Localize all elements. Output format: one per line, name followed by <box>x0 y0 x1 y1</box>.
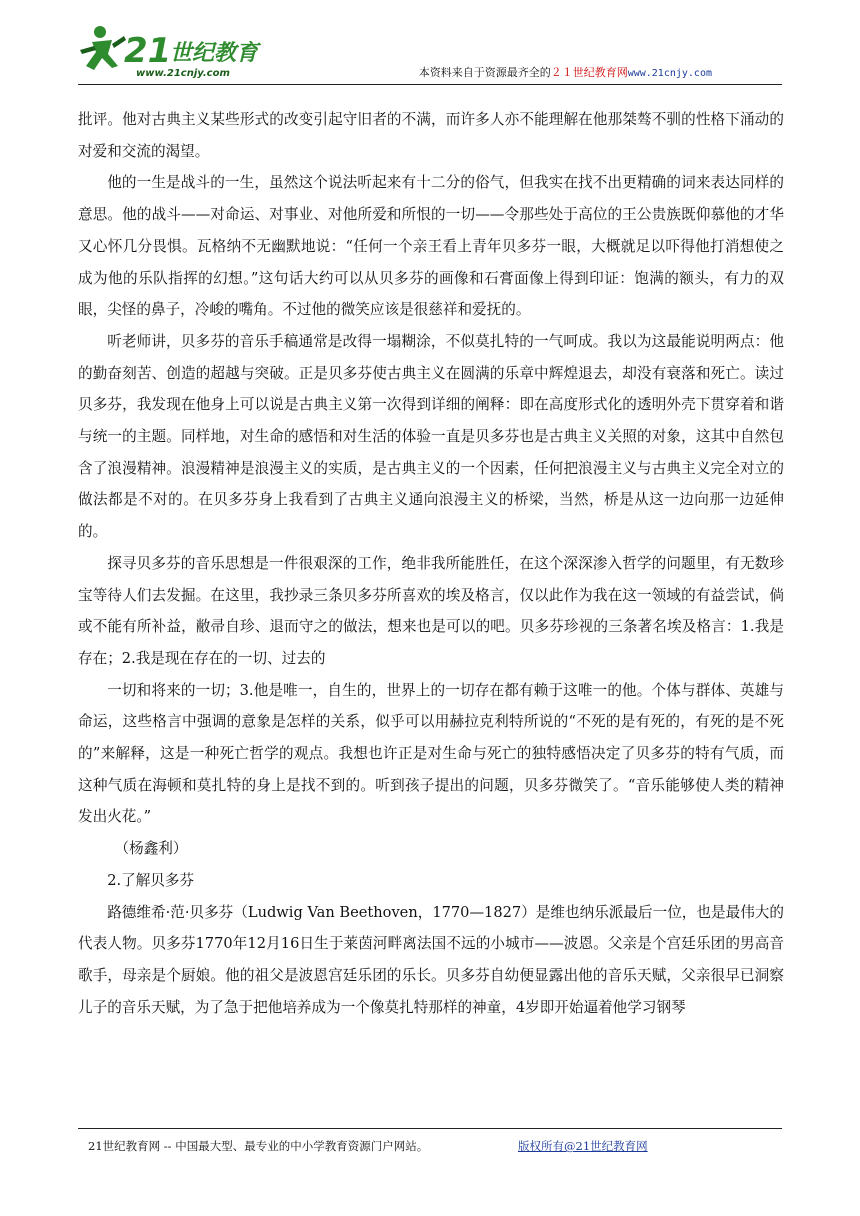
header-site-name[interactable]: ２１世纪教育网 <box>550 66 628 79</box>
page-header <box>78 20 782 88</box>
header-note <box>419 66 712 81</box>
copyright-link[interactable]: 版权所有@21世纪教育网 <box>518 1139 648 1153</box>
paragraph-6: 路德维希·范·贝多芬（Ludwig Van Beethoven，1770—1827）是维也纳乐派最后一位，也是最伟大的代表人物。贝多芬1770年12月16日生于莱茵河畔离法国不远的小城市——波恩。父亲是个宫廷乐团的男高音歌手，母亲是个厨娘。他的祖父是波恩宫廷乐团的乐长。贝多芬自幼便显露出他的音乐天赋，父亲很早已洞察儿子的音乐天赋，为了急于把他培养成为一个像莫扎特那样的神童，4岁即开始逼着他学习钢琴 <box>78 903 784 1016</box>
page-footer <box>78 1128 782 1153</box>
section-heading: 2.了解贝多芬 <box>107 871 195 889</box>
document-body <box>78 104 784 1023</box>
paragraph-5: 一切和将来的一切；3.他是唯一，自生的，世界上的一切存在都有赖于这唯一的他。个体与群体、英雄与命运，这些格言中强调的意象是怎样的关系，似乎可以用赫拉克利特所说的“不死的是有死的，有死的是不死的”来解释，这是一种死亡哲学的观点。我想也许正是对生命与死亡的独特感悟决定了贝多芬的特有气质，而这种气质在海顿和莫扎特的身上是找不到的。听到孩子提出的问题，贝多芬微笑了。“音乐能够使人类的精神发出火花。” <box>78 681 784 826</box>
svg-text:21: 21 <box>124 31 172 71</box>
logo-title: 世纪教育 <box>170 41 259 66</box>
paragraph-1: 批评。他对古典主义某些形式的改变引起守旧者的不满，而许多人亦不能理解在他那桀骜不驯的性格下涌动的对爱和交流的渴望。 <box>78 111 784 160</box>
paragraph-4: 探寻贝多芬的音乐思想是一件很艰深的工作，绝非我所能胜任，在这个深深渗入哲学的问题里，有无数珍宝等待人们去发掘。在这里，我抄录三条贝多芬所喜欢的埃及格言，仅以此作为我在这一领域的有益尝试，倘或不能有所补益，敝帚自珍、退而守之的做法，想来也是可以的吧。贝多芬珍视的三条著名埃及格言：1.我是存在；2.我是现在存在的一切、过去的 <box>78 554 784 667</box>
header-divider <box>78 84 782 85</box>
header-note-prefix: 本资料来自于资源最齐全的 <box>418 66 551 79</box>
footer-description: 21世纪教育网 -- 中国最大型、最专业的中小学教育资源门户网站。 <box>88 1139 429 1153</box>
logo-url: www.21cnjy.com <box>136 68 230 79</box>
paragraph-2: 他的一生是战斗的一生，虽然这个说法听起来有十二分的俗气，但我实在找不出更精确的词来表达同样的意思。他的战斗——对命运、对事业、对他所爱和所恨的一切——令那些处于高位的王公贵族既仰慕他的才华又心怀几分畏惧。瓦格纳不无幽默地说：“任何一个亲王看上青年贝多芬一眼，大概就足以吓得他打消想使之成为他的乐队指挥的幻想。”这句话大约可以从贝多芬的画像和石膏面像上得到印证：饱满的额头，有力的双眼，尖怪的鼻子，冷峻的嘴角。不过他的微笑应该是很慈祥和爱抚的。 <box>78 174 784 319</box>
runner-logo-icon <box>78 20 288 82</box>
header-site-url[interactable]: www.21cnjy.com <box>627 68 712 79</box>
author-note: （杨鑫利） <box>114 840 188 858</box>
paragraph-3: 听老师讲，贝多芬的音乐手稿通常是改得一塌糊涂，不似莫扎特的一气呵成。我以为这最能说明两点：他的勤奋刻苦、创造的超越与突破。正是贝多芬使古典主义在圆满的乐章中辉煌退去，却没有衰落和死亡。读过贝多芬，我发现在他身上可以说是古典主义第一次得到详细的阐释：即在高度形式化的透明外壳下贯穿着和谐与统一的主题。同样地，对生命的感悟和对生活的体验一直是贝多芬也是古典主义关照的对象，这其中自然包含了浪漫精神。浪漫精神是浪漫主义的实质，是古典主义的一个因素，任何把浪漫主义与古典主义完全对立的做法都是不对的。在贝多芬身上我看到了古典主义通向浪漫主义的桥梁，当然，桥是从这一边向那一边延伸的。 <box>78 332 784 541</box>
logo <box>78 20 288 82</box>
footer-divider <box>78 1128 782 1129</box>
